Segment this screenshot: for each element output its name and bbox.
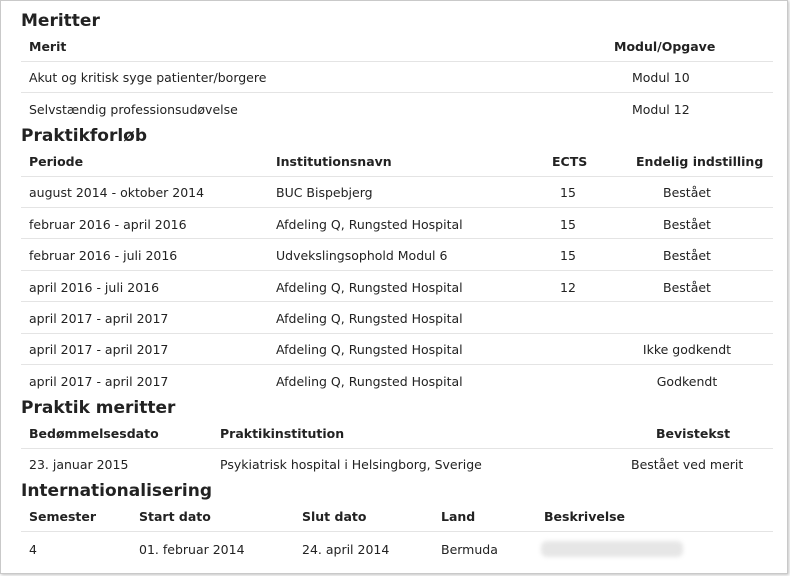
internationalisering-title: Internationalisering (21, 481, 213, 501)
periode-cell: april 2017 - april 2017 (29, 374, 169, 389)
divider (21, 176, 773, 177)
semester-cell: 4 (29, 542, 37, 557)
praktik-meritter-header-dato: Bedømmelsesdato (29, 426, 159, 441)
indstilling-cell: Ikke godkendt (642, 342, 732, 357)
periode-cell: august 2014 - oktober 2014 (29, 185, 205, 200)
institution-cell: Afdeling Q, Rungsted Hospital (276, 311, 463, 326)
praktik-meritter-title: Praktik meritter (21, 398, 176, 418)
ects-cell: 15 (560, 217, 576, 232)
institution-cell: BUC Bispebjerg (276, 185, 373, 200)
divider (21, 448, 773, 449)
praktik-meritter-header-institution: Praktikinstitution (220, 426, 345, 441)
indstilling-cell: Bestået (663, 185, 711, 200)
divider (21, 61, 773, 62)
meritter-header-modul: Modul/Opgave (614, 39, 716, 54)
dato-cell: 23. januar 2015 (29, 457, 129, 472)
institution-cell: Afdeling Q, Rungsted Hospital (276, 217, 463, 232)
institution-cell: Psykiatrisk hospital i Helsingborg, Sverige (220, 457, 482, 472)
divider (21, 207, 773, 208)
land-cell: Bermuda (441, 542, 498, 557)
intl-header-beskrivelse: Beskrivelse (544, 509, 626, 524)
institution-cell: Afdeling Q, Rungsted Hospital (276, 342, 463, 357)
periode-cell: februar 2016 - april 2016 (29, 217, 187, 232)
modul-cell: Modul 12 (632, 102, 690, 117)
ects-cell: 15 (560, 248, 576, 263)
divider (21, 92, 773, 93)
periode-cell: februar 2016 - juli 2016 (29, 248, 178, 263)
periode-cell: april 2017 - april 2017 (29, 311, 169, 326)
indstilling-cell: Godkendt (656, 374, 718, 389)
indstilling-cell: Bestået (663, 248, 711, 263)
intl-header-start: Start dato (139, 509, 211, 524)
divider (21, 531, 773, 532)
intl-header-land: Land (441, 509, 476, 524)
ects-cell: 12 (560, 280, 576, 295)
praktik-header-indstilling: Endelig indstilling (636, 154, 764, 169)
institution-cell: Udvekslingsophold Modul 6 (276, 248, 448, 263)
periode-cell: april 2017 - april 2017 (29, 342, 169, 357)
divider (21, 238, 773, 239)
praktikforloeb-title: Praktikforløb (21, 126, 148, 146)
divider (21, 364, 773, 365)
intl-header-slut: Slut dato (302, 509, 367, 524)
praktik-meritter-header-bevis: Bevistekst (656, 426, 731, 441)
divider (21, 270, 773, 271)
slut-cell: 24. april 2014 (302, 542, 390, 557)
meritter-header-merit: Merit (29, 39, 67, 54)
praktik-header-institution: Institutionsnavn (276, 154, 392, 169)
indstilling-cell: Bestået (663, 217, 711, 232)
divider (21, 333, 773, 334)
ects-cell: 15 (560, 185, 576, 200)
divider (21, 301, 773, 302)
intl-header-semester: Semester (29, 509, 97, 524)
institution-cell: Afdeling Q, Rungsted Hospital (276, 374, 463, 389)
institution-cell: Afdeling Q, Rungsted Hospital (276, 280, 463, 295)
periode-cell: april 2016 - juli 2016 (29, 280, 160, 295)
indstilling-cell: Bestået (663, 280, 711, 295)
bevis-cell: Bestået ved merit (631, 457, 744, 472)
meritter-title: Meritter (21, 11, 100, 31)
start-cell: 01. februar 2014 (139, 542, 245, 557)
modul-cell: Modul 10 (632, 70, 690, 85)
redacted-description (541, 541, 683, 557)
praktik-header-periode: Periode (29, 154, 84, 169)
praktik-header-ects: ECTS (552, 154, 588, 169)
merit-cell: Akut og kritisk syge patienter/borgere (29, 70, 267, 85)
merit-cell: Selvstændig professionsudøvelse (29, 102, 238, 117)
